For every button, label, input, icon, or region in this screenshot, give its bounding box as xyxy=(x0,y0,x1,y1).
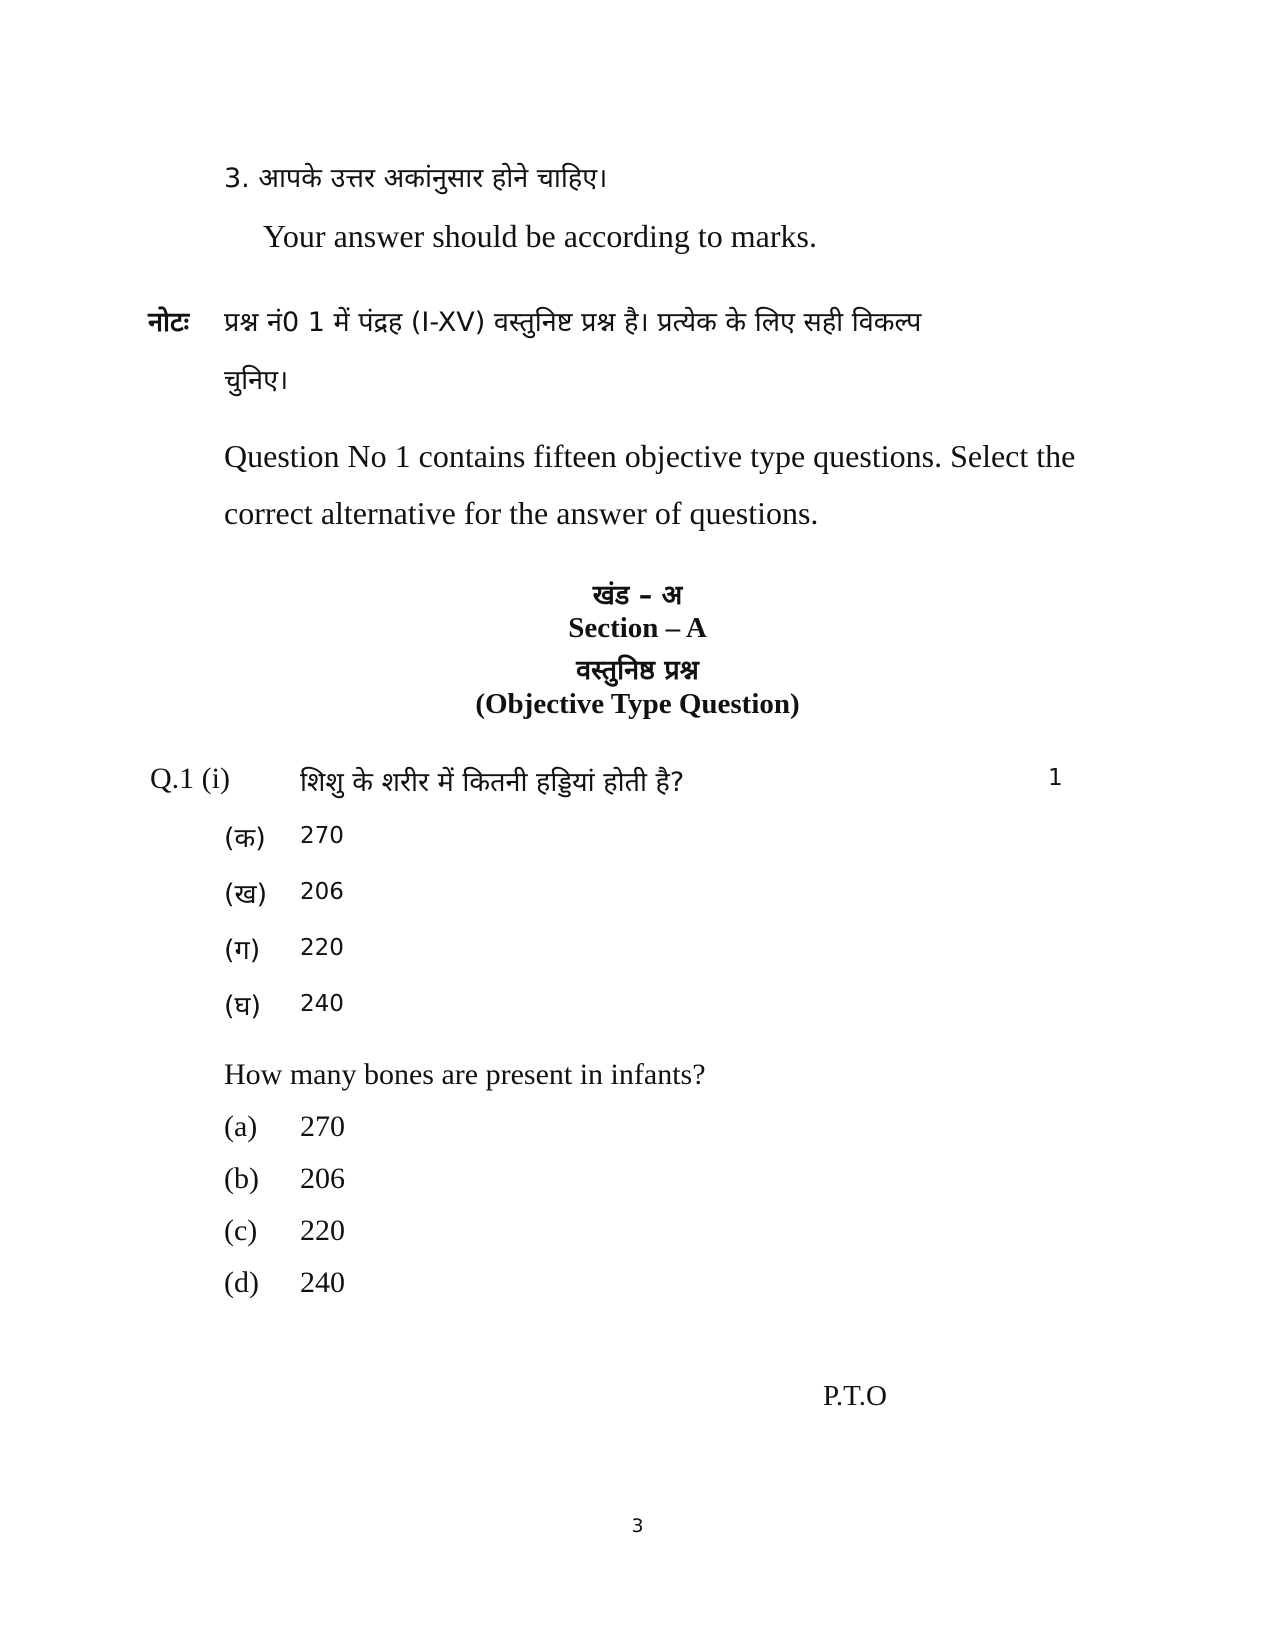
section-english-title: Section – A xyxy=(568,612,707,644)
english-option-value: 240 xyxy=(300,1266,345,1299)
question-marks: 1 xyxy=(1048,765,1063,791)
note-hindi-line1: प्रश्न नं0 1 में पंद्रह (I-XV) वस्तुनिष्ट प्रश्न है। प्रत्येक के लिए सही विकल्प xyxy=(224,307,922,338)
hindi-option-label: (ख) xyxy=(224,879,268,910)
section-english-subtitle: (Objective Type Question) xyxy=(475,688,800,720)
note-hindi-line2: चुनिए। xyxy=(224,365,289,396)
english-option-label: (b) xyxy=(224,1162,259,1195)
hindi-option-value: 240 xyxy=(300,991,344,1017)
english-option-label: (c) xyxy=(224,1214,258,1247)
question-number: Q.1 (i) xyxy=(150,762,230,795)
english-option-value: 206 xyxy=(300,1162,345,1195)
please-turn-over: P.T.O xyxy=(823,1380,887,1412)
question-english-text: How many bones are present in infants? xyxy=(224,1058,706,1091)
page-number: 3 xyxy=(631,1515,644,1537)
instruction-english: Your answer should be according to marks. xyxy=(263,218,817,254)
english-option-value: 270 xyxy=(300,1110,345,1143)
note-label: नोटः xyxy=(148,307,190,338)
hindi-option-value: 206 xyxy=(300,879,344,905)
hindi-option-label: (ग) xyxy=(224,935,261,966)
note-english-line1: Question No 1 contains fifteen objective type questions. Select the xyxy=(224,438,1076,474)
question-hindi-text: शिशु के शरीर में कितनी हड्डियां होती है? xyxy=(300,767,685,798)
note-english-line2: correct alternative for the answer of questions. xyxy=(224,495,819,531)
section-hindi-title: खंड – अ xyxy=(592,580,683,611)
hindi-option-value: 220 xyxy=(300,935,344,961)
instruction-hindi: 3. आपके उत्तर अकांनुसार होने चाहिए। xyxy=(224,163,608,194)
hindi-option-value: 270 xyxy=(300,823,344,849)
english-option-label: (a) xyxy=(224,1110,258,1143)
hindi-option-label: (घ) xyxy=(224,991,262,1022)
hindi-option-label: (क) xyxy=(224,823,266,854)
section-hindi-subtitle: वस्तुनिष्ठ प्रश्न xyxy=(576,655,699,686)
english-option-value: 220 xyxy=(300,1214,345,1247)
english-option-label: (d) xyxy=(224,1266,259,1299)
